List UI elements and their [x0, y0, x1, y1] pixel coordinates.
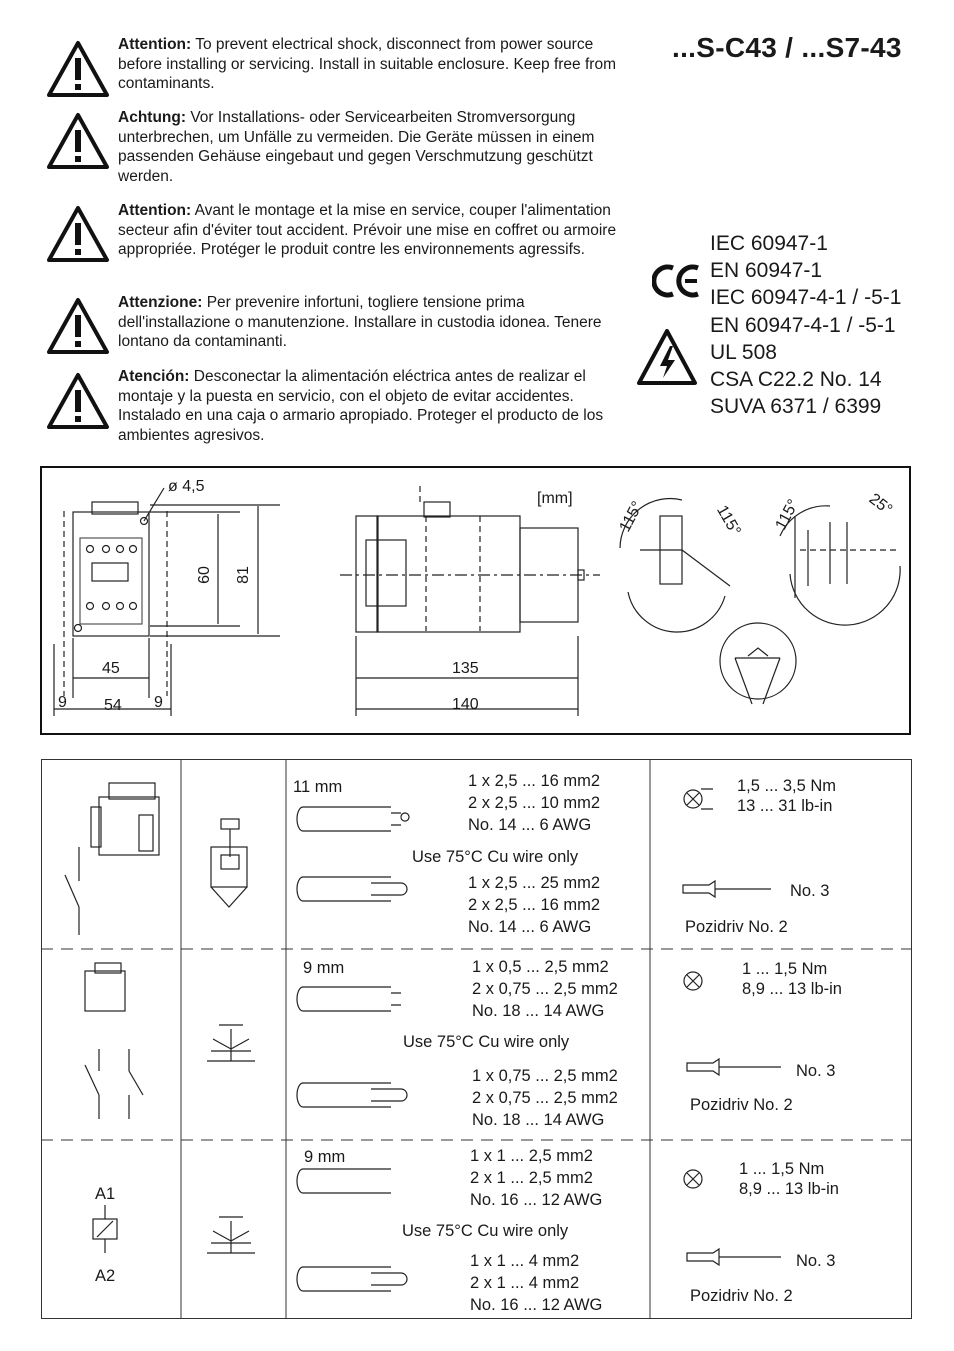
document-title: ...S-C43 / ...S7-43: [672, 32, 902, 63]
high-voltage-icon: [636, 328, 698, 386]
angle-label: 115°: [772, 496, 803, 533]
wire-spec-solid: 1 x 2,5 ... 16 mm2 2 x 2,5 ... 10 mm2 No. 14 ... 6 AWG: [468, 772, 601, 834]
warning-triangle-icon: [46, 205, 110, 263]
wire-spec-stranded: 1 x 2,5 ... 25 mm2 2 x 2,5 ... 16 mm2 No. 14 ... 6 AWG: [468, 874, 601, 936]
wire-spec-stranded: 1 x 1 ... 4 mm2 2 x 1 ... 4 mm2 No. 16 ... 12 AWG: [470, 1252, 603, 1314]
dim-81-label: 81: [234, 566, 252, 584]
wire-spec-solid: 1 x 1 ... 2,5 mm2 2 x 1 ... 2,5 mm2 No. 16 ... 12 AWG: [470, 1147, 603, 1209]
dim-45-label: 45: [102, 660, 120, 677]
dim-54-label: 54: [104, 697, 122, 714]
standard-item: SUVA 6371 / 6399: [710, 395, 882, 419]
angle-label: 115°: [616, 498, 647, 535]
strip-length: 9 mm: [303, 959, 345, 977]
dim-9-left-label: 9: [58, 694, 67, 711]
dimension-drawing: [40, 466, 911, 735]
screwdriver-number: No. 3: [790, 882, 830, 900]
warning-german: Achtung: Vor Installations- oder Servicearbeiten Stromversorgung unterbrechen, um Unfälle zu vermeiden. Die Geräte müssen in einem passenden Gehäuse eingebaut und gegen Verschmutzung geschützt werden.: [118, 109, 595, 185]
angle-label: 115°: [713, 502, 744, 539]
pozidriv-label: Pozidriv No. 2: [690, 1287, 793, 1305]
wire-note: Use 75°C Cu wire only: [403, 1033, 570, 1051]
warning-french: Attention: Avant le montage et la mise en service, couper l'alimentation secteur afin d'éviter tout accident. Prévoir une mise en coffret ou armoire appropriée. Protéger le produit contre les environnements agressifs.: [118, 202, 617, 258]
standard-item: UL 508: [710, 340, 777, 364]
strip-length: 9 mm: [304, 1148, 346, 1166]
standard-item: EN 60947-1: [710, 259, 823, 283]
wire-note: Use 75°C Cu wire only: [402, 1222, 569, 1240]
warning-triangle-icon: [46, 112, 110, 170]
wire-spec-solid: 1 x 0,5 ... 2,5 mm2 2 x 0,75 ... 2,5 mm2 No. 18 ... 14 AWG: [472, 958, 618, 1020]
coil-terminal-a1: A1: [95, 1185, 116, 1203]
standard-item: IEC 60947-1: [710, 232, 828, 255]
torque-spec: 1 ... 1,5 Nm 8,9 ... 13 lb-in: [739, 1160, 839, 1198]
torque-spec: 1 ... 1,5 Nm 8,9 ... 13 lb-in: [742, 960, 842, 998]
wire-note: Use 75°C Cu wire only: [412, 848, 579, 866]
dim-60-label: 60: [195, 566, 213, 584]
warning-spanish: Atención: Desconectar la alimentación eléctrica antes de realizar el montaje y la puesta en servicio, con el objeto de evitar accidentes. Instalado en una caja o armario apropiado. Proteger el producto de los ambientes agresivos.: [118, 368, 604, 444]
hole-diameter-label: ø 4,5: [168, 478, 205, 495]
dimension-drawing-svg: [40, 466, 911, 735]
wire-spec-stranded: 1 x 0,75 ... 2,5 mm2 2 x 0,75 ... 2,5 mm2 No. 18 ... 14 AWG: [472, 1067, 618, 1129]
warning-triangle-icon: [46, 372, 110, 430]
standard-item: CSA C22.2 No. 14: [710, 368, 882, 392]
warning-italian: Attenzione: Per prevenire infortuni, togliere tensione prima dell'installazione o manutenzione. Installare in custodia idonea. Tenere lontano da contaminanti.: [118, 294, 602, 350]
warning-triangle-icon: [46, 40, 110, 98]
strip-length: 11 mm: [293, 778, 343, 796]
pozidriv-label: Pozidriv No. 2: [690, 1096, 793, 1114]
standard-item: EN 60947-4-1 / -5-1: [710, 313, 896, 337]
warning-triangle-icon: [46, 297, 110, 355]
screwdriver-number: No. 3: [796, 1062, 836, 1080]
pozidriv-label: Pozidriv No. 2: [685, 918, 788, 936]
dim-9-right-label: 9: [154, 694, 163, 711]
ce-mark-icon: [652, 262, 702, 300]
coil-terminal-a2: A2: [95, 1267, 116, 1285]
standard-item: IEC 60947-4-1 / -5-1: [710, 286, 902, 310]
torque-spec: 1,5 ... 3,5 Nm 13 ... 31 lb-in: [737, 777, 837, 815]
standards-list: [710, 230, 901, 420]
screwdriver-number: No. 3: [796, 1252, 836, 1270]
unit-label: [mm]: [537, 490, 573, 507]
wiring-table: [41, 759, 912, 1319]
angle-label: 25°: [865, 490, 896, 519]
dim-135-label: 135: [452, 660, 479, 677]
dim-140-label: 140: [452, 696, 479, 713]
warning-english: Attention: To prevent electrical shock, disconnect from power source before installing or servicing. Install in suitable enclosure. Keep free from contaminants.: [118, 36, 616, 92]
